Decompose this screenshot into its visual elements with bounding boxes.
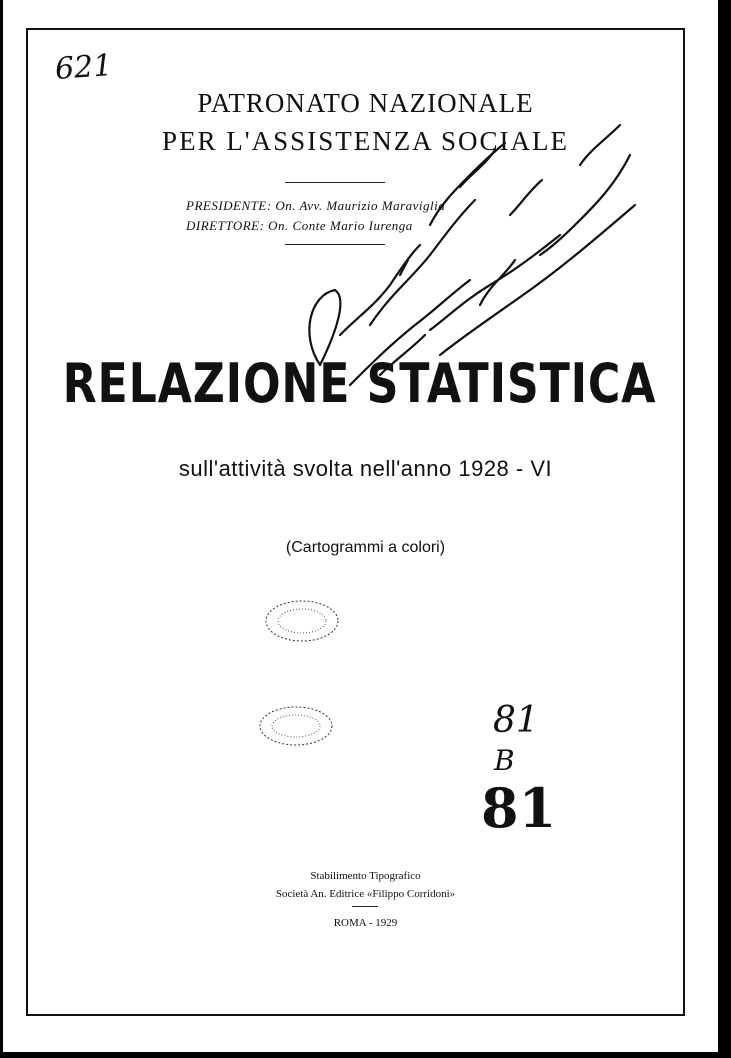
library-stamp-oval-top: [262, 596, 342, 646]
printer-divider: [352, 906, 378, 907]
director-line: DIRETTORE: On. Conte Mario Iurenga: [186, 218, 413, 233]
library-stamp-oval-bottom: [256, 702, 336, 750]
document-title: RELAZIONE STATISTICA: [62, 352, 657, 415]
organization-name-line1: PATRONATO NAZIONALE: [197, 88, 534, 118]
handwritten-dedication: [280, 95, 650, 395]
president-line: PRESIDENTE: On. Avv. Maurizio Maraviglia: [186, 198, 446, 213]
document-note: (Cartogrammi a colori): [285, 539, 446, 556]
printer-name: Stabilimento Tipografico: [310, 870, 421, 882]
printer-company: Società An. Editrice «Filippo Corridoni»: [275, 888, 456, 900]
printer-place-year: ROMA - 1929: [333, 917, 398, 929]
shelfmark-number: 81: [493, 700, 539, 741]
inventory-number: 621: [53, 48, 114, 87]
shelfmark-letter: B: [494, 744, 515, 777]
shelfmark-number-bold: 81: [481, 776, 557, 840]
document-subtitle: sull'attività svolta nell'anno 1928 - VI: [178, 456, 553, 481]
organization-name-line2: PER L'ASSISTENZA SOCIALE: [162, 126, 569, 156]
